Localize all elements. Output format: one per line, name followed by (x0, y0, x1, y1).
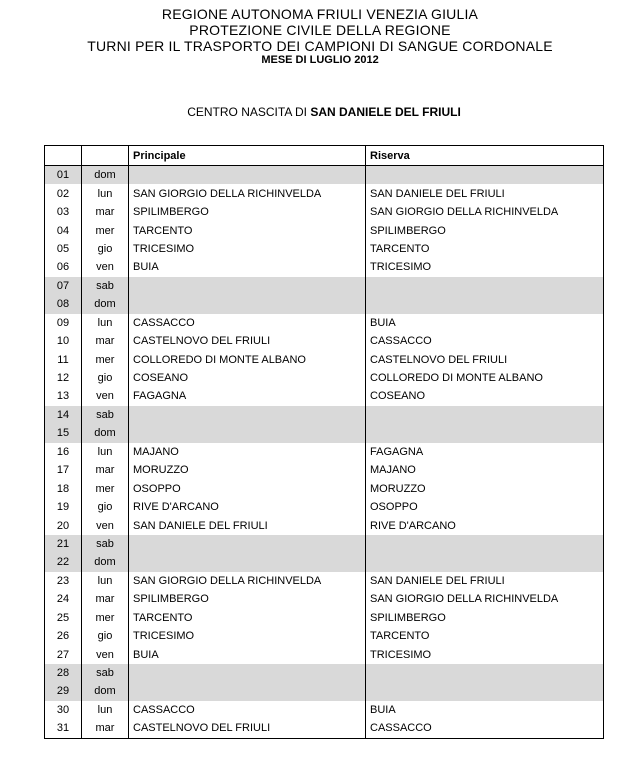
table-row (45, 203, 604, 221)
day-number-cell: 03 (45, 203, 82, 221)
table-row (45, 479, 604, 497)
day-number-cell: 13 (45, 387, 82, 405)
day-number-cell: 16 (45, 443, 82, 461)
principale-cell (129, 535, 366, 553)
principale-cell (129, 664, 366, 682)
month-line (0, 54, 640, 67)
weekday-cell: mer (82, 350, 129, 368)
table-row (45, 295, 604, 313)
day-number-cell: 28 (45, 664, 82, 682)
weekday-cell: lun (82, 701, 129, 719)
riserva-cell (366, 535, 604, 553)
principale-cell: BUIA (129, 258, 366, 276)
table-row (45, 424, 604, 442)
principale-cell: MORUZZO (129, 461, 366, 479)
table-row (45, 627, 604, 645)
table-row (45, 572, 604, 590)
principale-cell (129, 295, 366, 313)
principale-cell: SAN DANIELE DEL FRIULI (129, 516, 366, 534)
day-number-cell: 12 (45, 369, 82, 387)
principale-cell: FAGAGNA (129, 387, 366, 405)
weekday-cell: lun (82, 443, 129, 461)
principale-cell: COLLOREDO DI MONTE ALBANO (129, 350, 366, 368)
weekday-cell: mer (82, 609, 129, 627)
day-number-cell: 31 (45, 719, 82, 738)
day-number-cell: 08 (45, 295, 82, 313)
weekday-cell: mer (82, 221, 129, 239)
riserva-cell: OSOPPO (366, 498, 604, 516)
riserva-cell: TARCENTO (366, 240, 604, 258)
principale-cell (129, 277, 366, 295)
weekday-cell: dom (82, 553, 129, 571)
principale-cell: SAN GIORGIO DELLA RICHINVELDA (129, 184, 366, 202)
day-number-cell: 20 (45, 516, 82, 534)
weekday-cell: ven (82, 258, 129, 276)
weekday-cell: mar (82, 461, 129, 479)
table-row (45, 314, 604, 332)
table-row (45, 221, 604, 239)
table-row (45, 664, 604, 682)
table-row (45, 682, 604, 700)
riserva-cell: TRICESIMO (366, 258, 604, 276)
day-number-cell: 14 (45, 406, 82, 424)
table-body (45, 166, 604, 739)
header-riserva: Riserva (366, 146, 604, 166)
weekday-cell: ven (82, 645, 129, 663)
day-number-cell: 10 (45, 332, 82, 350)
weekday-cell: gio (82, 369, 129, 387)
day-number-cell: 24 (45, 590, 82, 608)
day-number-cell: 09 (45, 314, 82, 332)
day-number-cell: 04 (45, 221, 82, 239)
day-number-cell: 25 (45, 609, 82, 627)
weekday-cell: mar (82, 332, 129, 350)
principale-cell: TRICESIMO (129, 627, 366, 645)
riserva-cell (366, 664, 604, 682)
principale-cell (129, 553, 366, 571)
day-number-cell: 18 (45, 479, 82, 497)
riserva-cell (366, 424, 604, 442)
table-row (45, 406, 604, 424)
day-number-cell: 26 (45, 627, 82, 645)
principale-cell: MAJANO (129, 443, 366, 461)
day-number-cell: 22 (45, 553, 82, 571)
riserva-cell: RIVE D'ARCANO (366, 516, 604, 534)
table-row (45, 461, 604, 479)
table-row (45, 277, 604, 295)
day-number-cell: 11 (45, 350, 82, 368)
principale-cell (129, 166, 366, 185)
riserva-cell: FAGAGNA (366, 443, 604, 461)
month-prefix: MESE DI (261, 54, 310, 66)
day-number-cell: 17 (45, 461, 82, 479)
principale-cell: SPILIMBERGO (129, 203, 366, 221)
riserva-cell (366, 166, 604, 185)
principale-cell: TRICESIMO (129, 240, 366, 258)
riserva-cell: SPILIMBERGO (366, 221, 604, 239)
principale-cell: SAN GIORGIO DELLA RICHINVELDA (129, 572, 366, 590)
table-row (45, 498, 604, 516)
weekday-cell: lun (82, 572, 129, 590)
table-row (45, 535, 604, 553)
weekday-cell: mer (82, 479, 129, 497)
weekday-cell: sab (82, 535, 129, 553)
weekday-cell: sab (82, 277, 129, 295)
riserva-cell: SAN DANIELE DEL FRIULI (366, 184, 604, 202)
weekday-cell: gio (82, 627, 129, 645)
principale-cell: CASTELNOVO DEL FRIULI (129, 332, 366, 350)
riserva-cell: SAN GIORGIO DELLA RICHINVELDA (366, 590, 604, 608)
day-number-cell: 23 (45, 572, 82, 590)
table-row (45, 258, 604, 276)
principale-cell: TARCENTO (129, 609, 366, 627)
header-principale: Principale (129, 146, 366, 166)
riserva-cell (366, 295, 604, 313)
weekday-cell: mar (82, 590, 129, 608)
weekday-cell: mar (82, 203, 129, 221)
table-row (45, 184, 604, 202)
header-weekday (82, 146, 129, 166)
weekday-cell: dom (82, 682, 129, 700)
table-row (45, 553, 604, 571)
riserva-cell (366, 277, 604, 295)
table-row (45, 516, 604, 534)
shift-table (44, 145, 604, 739)
weekday-cell: dom (82, 166, 129, 185)
region-title: REGIONE AUTONOMA FRIULI VENEZIA GIULIA (161, 6, 479, 22)
document-title: TURNI PER IL TRASPORTO DEI CAMPIONI DI SANGUE CORDONALE (87, 38, 553, 54)
day-number-cell: 21 (45, 535, 82, 553)
principale-cell: RIVE D'ARCANO (129, 498, 366, 516)
riserva-cell: BUIA (366, 701, 604, 719)
document-header (0, 6, 640, 67)
birth-center-name: SAN DANIELE DEL FRIULI (310, 105, 461, 119)
principale-cell: BUIA (129, 645, 366, 663)
department-title: PROTEZIONE CIVILE DELLA REGIONE (189, 22, 451, 38)
riserva-cell: COSEANO (366, 387, 604, 405)
day-number-cell: 29 (45, 682, 82, 700)
day-number-cell: 15 (45, 424, 82, 442)
table-row (45, 609, 604, 627)
table-row (45, 590, 604, 608)
day-number-cell: 27 (45, 645, 82, 663)
table-row (45, 332, 604, 350)
weekday-cell: mar (82, 719, 129, 738)
weekday-cell: dom (82, 295, 129, 313)
table-row (45, 701, 604, 719)
table-row (45, 369, 604, 387)
table-row (45, 166, 604, 185)
weekday-cell: lun (82, 314, 129, 332)
riserva-cell: COLLOREDO DI MONTE ALBANO (366, 369, 604, 387)
weekday-cell: sab (82, 406, 129, 424)
riserva-cell: CASSACCO (366, 719, 604, 738)
riserva-cell (366, 553, 604, 571)
birth-center-prefix: CENTRO NASCITA DI (187, 105, 311, 119)
riserva-cell: TARCENTO (366, 627, 604, 645)
weekday-cell: sab (82, 664, 129, 682)
weekday-cell: dom (82, 424, 129, 442)
weekday-cell: gio (82, 498, 129, 516)
riserva-cell (366, 406, 604, 424)
day-number-cell: 07 (45, 277, 82, 295)
principale-cell: TARCENTO (129, 221, 366, 239)
principale-cell (129, 682, 366, 700)
day-number-cell: 02 (45, 184, 82, 202)
riserva-cell: SAN GIORGIO DELLA RICHINVELDA (366, 203, 604, 221)
principale-cell: SPILIMBERGO (129, 590, 366, 608)
day-number-cell: 19 (45, 498, 82, 516)
weekday-cell: gio (82, 240, 129, 258)
riserva-cell: SPILIMBERGO (366, 609, 604, 627)
weekday-cell: ven (82, 516, 129, 534)
riserva-cell: SAN DANIELE DEL FRIULI (366, 572, 604, 590)
day-number-cell: 06 (45, 258, 82, 276)
weekday-cell: lun (82, 184, 129, 202)
birth-center-line (0, 105, 640, 119)
riserva-cell: TRICESIMO (366, 645, 604, 663)
day-number-cell: 05 (45, 240, 82, 258)
table-header-row (45, 146, 604, 166)
header-day-number (45, 146, 82, 166)
riserva-cell: MORUZZO (366, 479, 604, 497)
month-value: LUGLIO 2012 (309, 54, 379, 66)
principale-cell: CASSACCO (129, 701, 366, 719)
table-row (45, 443, 604, 461)
table-row (45, 350, 604, 368)
principale-cell (129, 406, 366, 424)
riserva-cell: CASTELNOVO DEL FRIULI (366, 350, 604, 368)
riserva-cell: CASSACCO (366, 332, 604, 350)
principale-cell: OSOPPO (129, 479, 366, 497)
principale-cell (129, 424, 366, 442)
principale-cell: CASSACCO (129, 314, 366, 332)
riserva-cell: BUIA (366, 314, 604, 332)
table-row (45, 719, 604, 738)
table-row (45, 387, 604, 405)
day-number-cell: 30 (45, 701, 82, 719)
table-row (45, 645, 604, 663)
table-row (45, 240, 604, 258)
riserva-cell: MAJANO (366, 461, 604, 479)
principale-cell: CASTELNOVO DEL FRIULI (129, 719, 366, 738)
day-number-cell: 01 (45, 166, 82, 185)
weekday-cell: ven (82, 387, 129, 405)
principale-cell: COSEANO (129, 369, 366, 387)
riserva-cell (366, 682, 604, 700)
